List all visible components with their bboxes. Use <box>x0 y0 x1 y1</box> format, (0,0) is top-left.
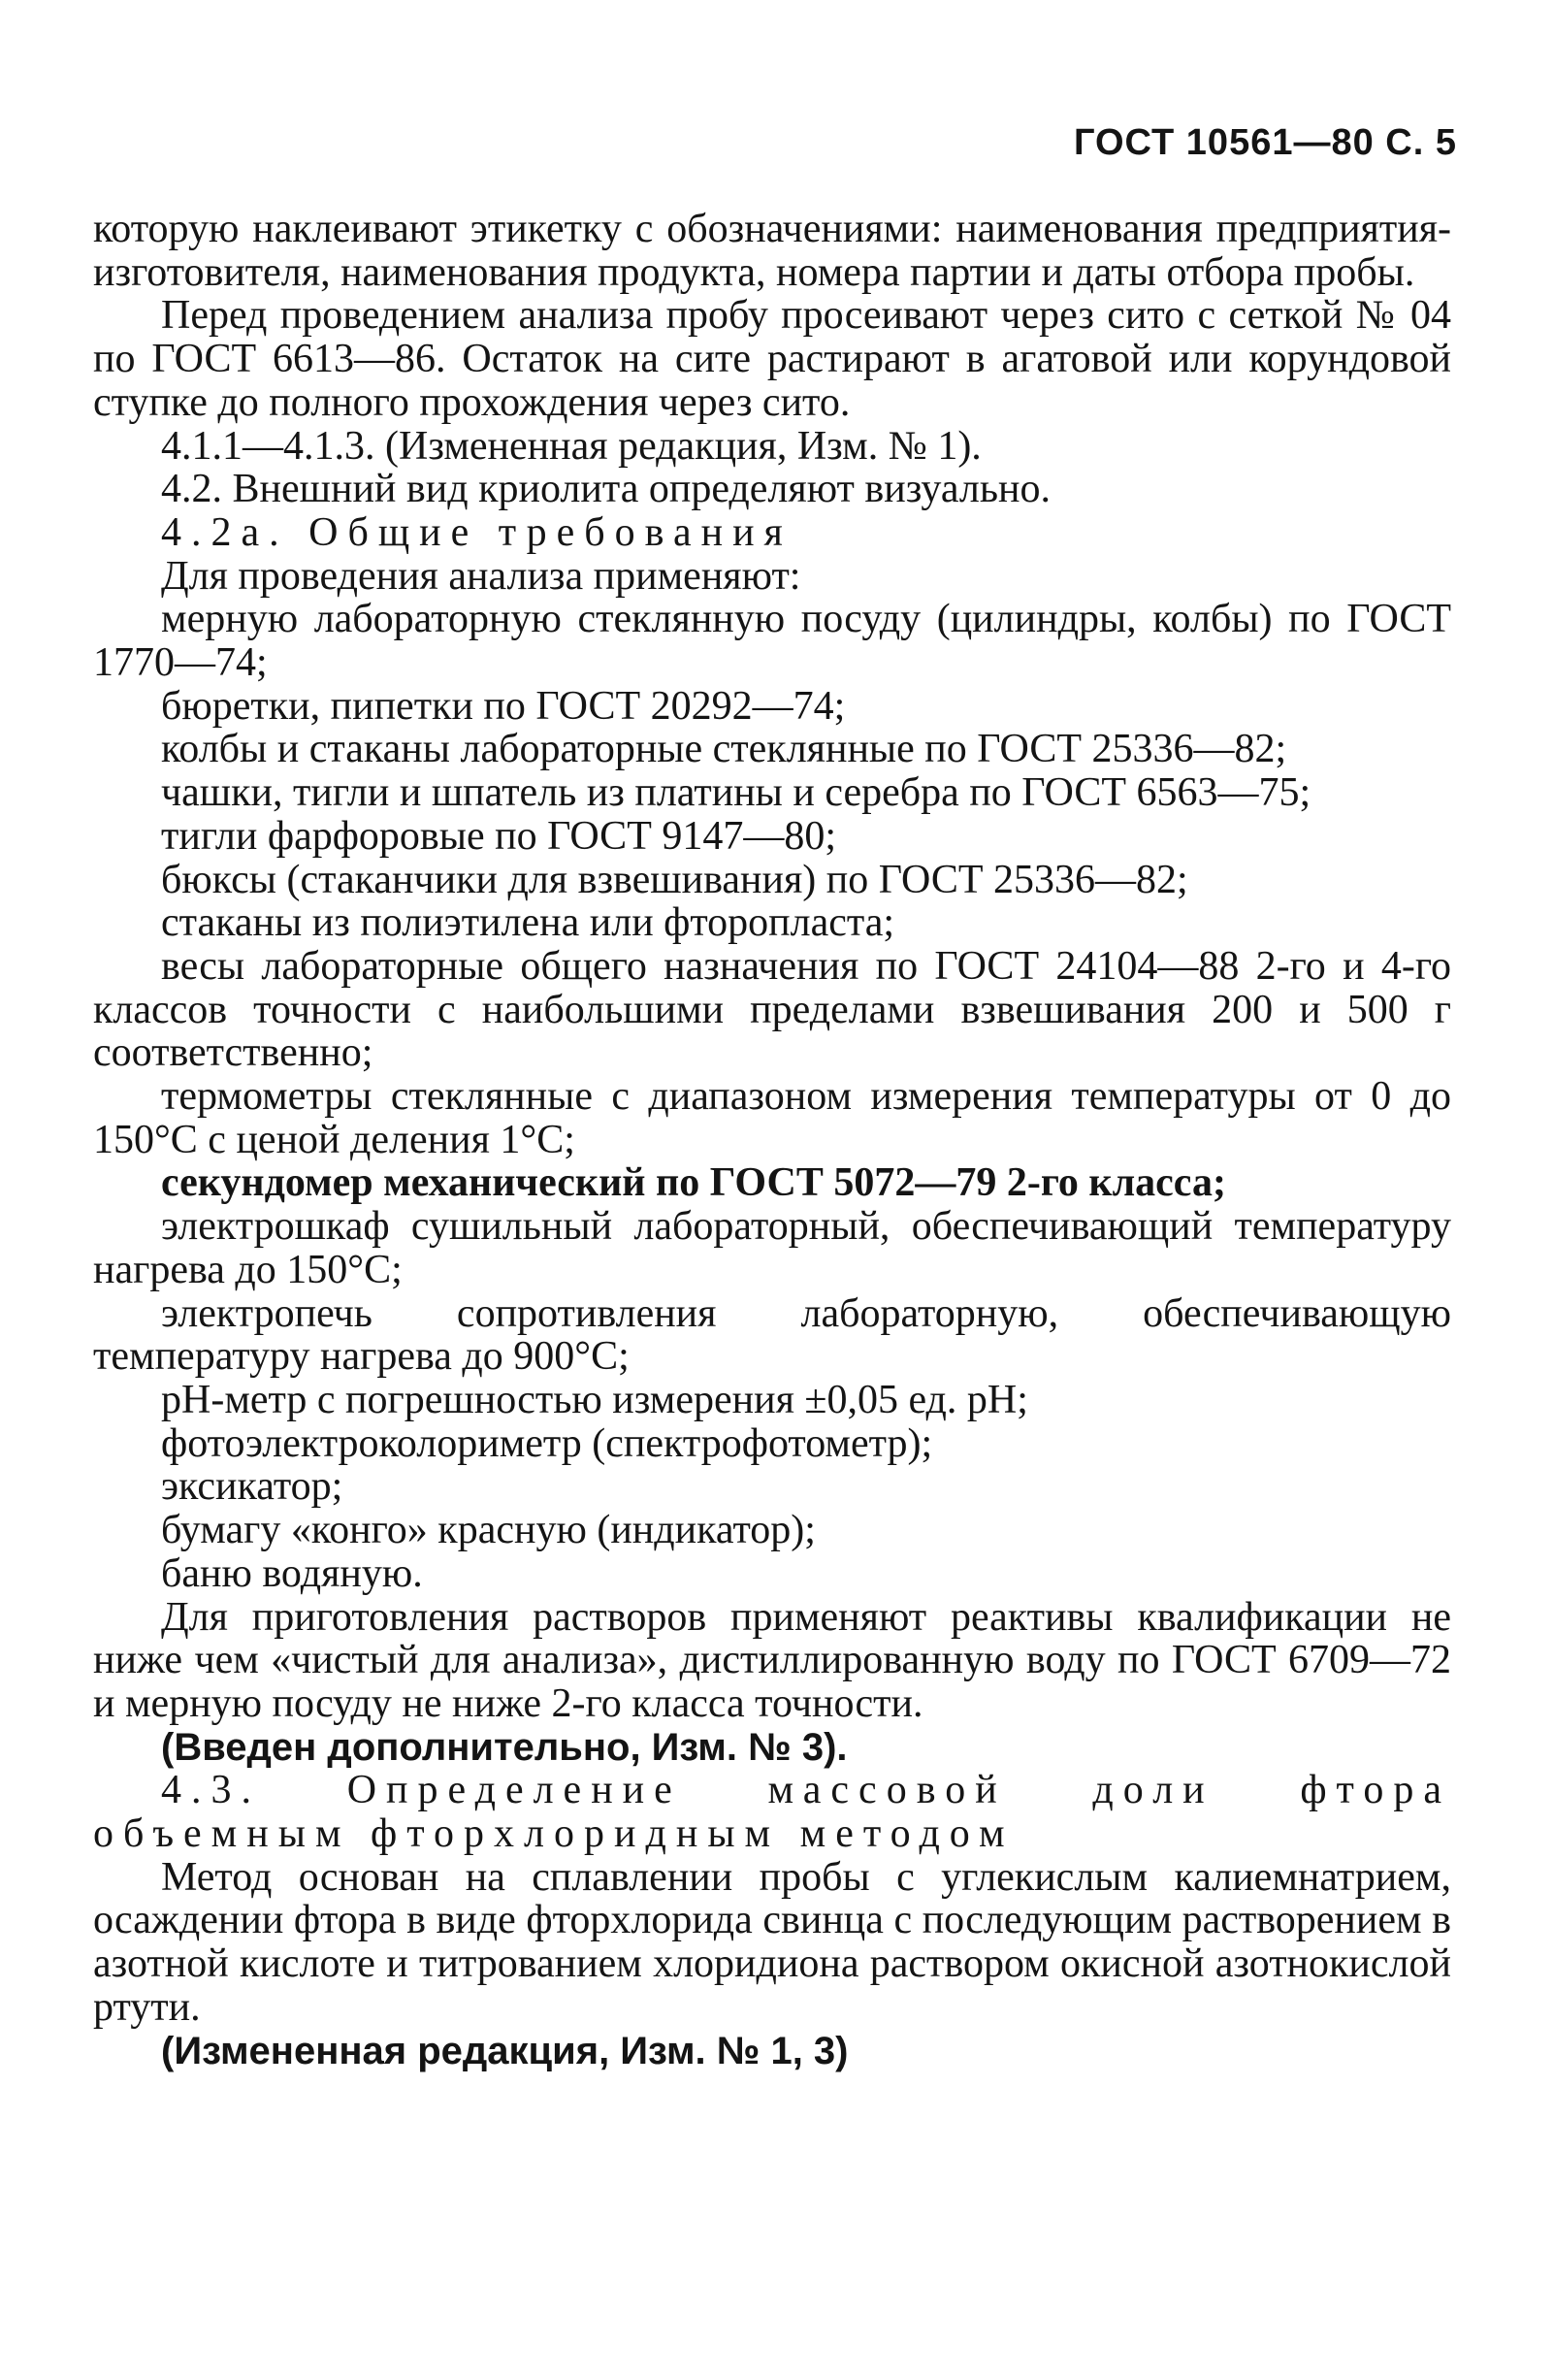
list-item: стаканы из полиэтилена или фторопласта; <box>161 900 895 946</box>
list-item: термометры стеклянные с диапазоном измерения температуры от 0 до 150°С с ценой деления 1°С; <box>93 1074 1451 1162</box>
list-item: чашки, тигли и шпатель из платины и серебра по ГОСТ 6563—75; <box>161 770 1311 816</box>
document-body <box>93 208 1451 2072</box>
list-item: бюретки, пипетки по ГОСТ 20292—74; <box>161 683 846 729</box>
list-item: весы лабораторные общего назначения по ГОСТ 24104—88 2-го и 4-го классов точности с наибольшими пределами взвешивания 200 и 500 г соответственно; <box>93 943 1451 1076</box>
list-item: фотоэлектроколориметр (спектрофотометр); <box>161 1420 933 1466</box>
paragraph: 4.1.1—4.1.3. (Измененная редакция, Изм. № 1). <box>161 423 982 469</box>
paragraph: 4.2. Внешний вид криолита определяют визуально. <box>161 467 1051 512</box>
list-item: бюксы (стаканчики для взвешивания) по ГОСТ 25336—82; <box>161 857 1188 902</box>
paragraph: Для приготовления растворов применяют реактивы квалификации не ниже чем «чистый для анализа», дистиллированную воду по ГОСТ 6709—72 и мерную посуду не ниже 2-го класса точности. <box>93 1594 1451 1726</box>
list-item: эксикатор; <box>161 1464 343 1510</box>
list-item: мерную лабораторную стеклянную посуду (цилиндры, колбы) по ГОСТ 1770—74; <box>93 597 1451 686</box>
paragraph: Для проведения анализа применяют: <box>161 553 801 599</box>
list-item: секундомер механический по ГОСТ 5072—79 2-го класса; <box>161 1160 1226 1206</box>
list-item: колбы и стаканы лабораторные стеклянные по ГОСТ 25336—82; <box>161 727 1287 772</box>
paragraph: Перед проведением анализа пробу просеивают через сито с сеткой № 04 по ГОСТ 6613—86. Остаток на сите растирают в агатовой или корундовой ступке до полного прохождения через сито. <box>93 293 1451 425</box>
list-item: бумагу «конго» красную (индикатор); <box>161 1508 816 1553</box>
list-item: тигли фарфоровые по ГОСТ 9147—80; <box>161 813 837 859</box>
amendment-note: (Измененная редакция, Изм. № 1, 3) <box>161 2029 849 2072</box>
section-heading: 4.3. Определение массовой доли фтора объемным фторхлоридным методом <box>93 1768 1451 1857</box>
list-item: электропечь сопротивления лабораторную, обеспечивающую температуру нагрева до 900°С; <box>93 1290 1451 1380</box>
amendment-note: (Введен дополнительно, Изм. № 3). <box>161 1725 848 1769</box>
list-item: электрошкаф сушильный лабораторный, обеспечивающий температуру нагрева до 150°С; <box>93 1204 1451 1292</box>
list-item: баню водяную. <box>161 1550 423 1596</box>
paragraph: которую наклеивают этикетку с обозначениями: наименования предприятия-изготовителя, наименования продукта, номера партии и даты отбора пробы. <box>93 207 1451 295</box>
list-item: рН-метр с погрешностью измерения ±0,05 ед. рН; <box>161 1377 1028 1422</box>
page-header: ГОСТ 10561—80 С. 5 <box>1073 122 1457 163</box>
section-heading: 4.2а. Общие требования <box>161 509 793 555</box>
paragraph: Метод основан на сплавлении пробы с углекислым калиемнатрием, осаждении фтора в виде фторхлорида свинца с последующим растворением в азотной кислоте и титрованием хлоридиона раствором окисной азотнокислой ртути. <box>93 1854 1451 2030</box>
